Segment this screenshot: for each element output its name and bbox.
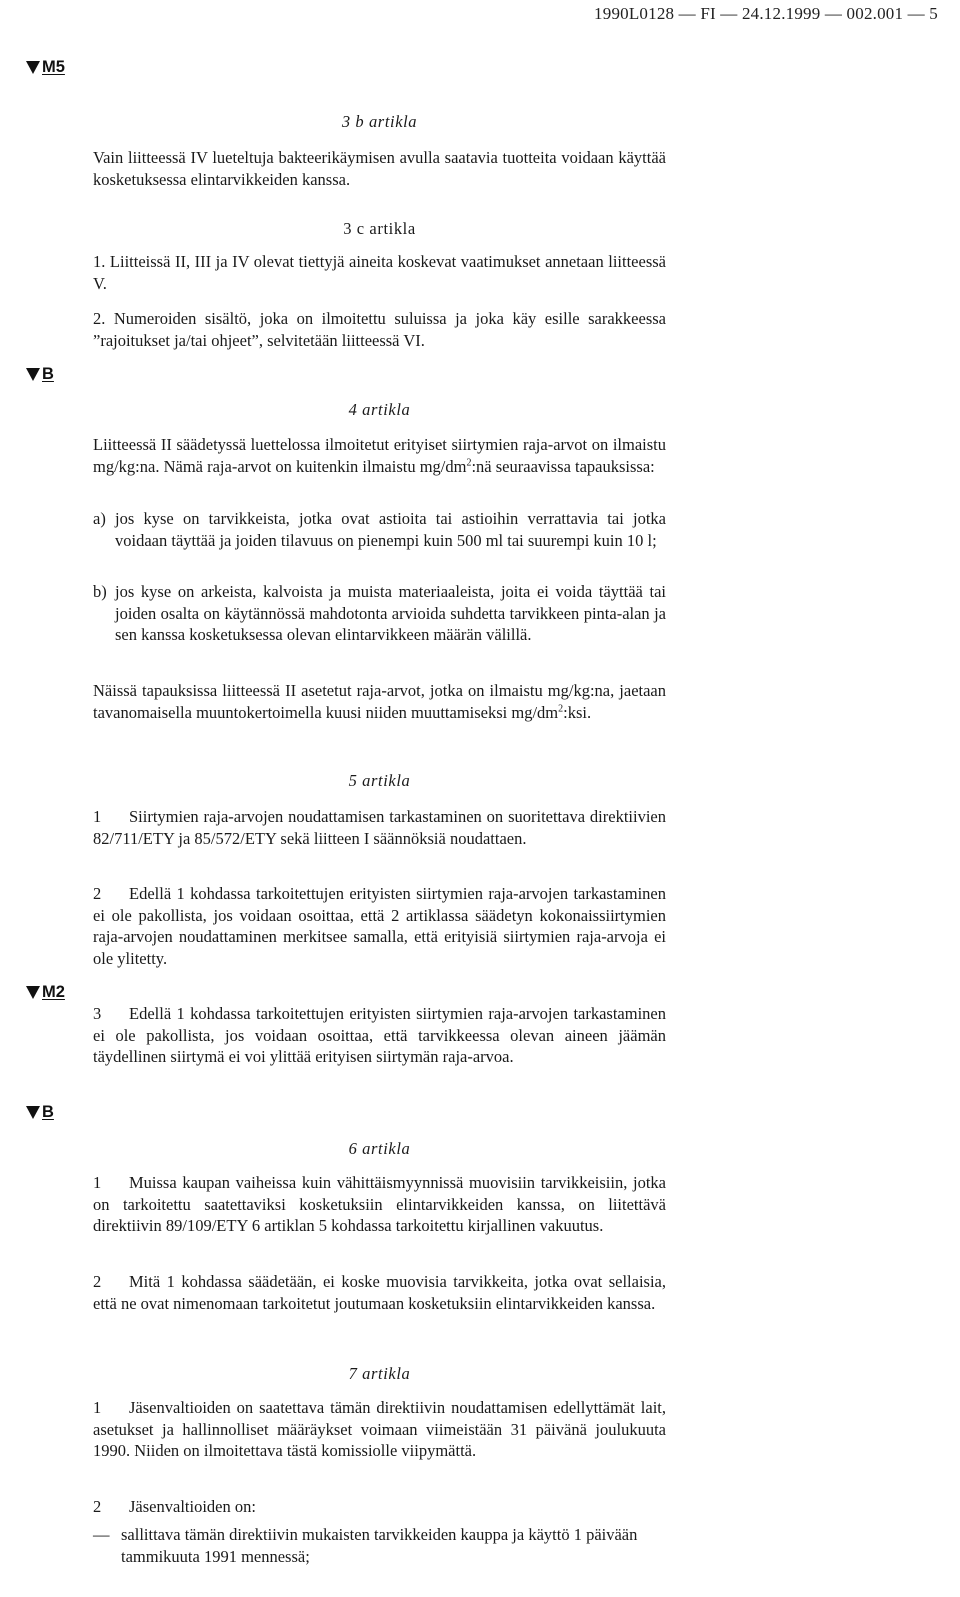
triangle-down-icon <box>26 986 40 999</box>
dash-list-item <box>93 1524 666 1567</box>
paragraph: 2. Numeroiden sisältö, joka on ilmoitettu suluissa ja joka käy esille sarakkeessa ”rajoitukset ja/tai ohjeet”, selvitetään liitteessä VI. <box>93 309 666 350</box>
numbered-paragraph: 1 Siirtymien raja-arvojen noudattamisen tarkastaminen on suoritettava direktiivien 82/711/ETY ja 85/572/ETY sekä liitteen I säännöksiä noudattaen. <box>93 807 666 848</box>
numbered-paragraph: 3 Edellä 1 kohdassa tarkoitettujen erityisten siirtymien raja-arvojen tarkastaminen ei ole pakollista, jos voidaan osoittaa, että tarvikkeessa olevan aineen jäämän täydellinen siirtymä ei voi ylittää erityisen siirtymän raja-arvoa. <box>93 1004 666 1066</box>
marker-label: B <box>42 365 54 383</box>
list-item <box>93 508 666 551</box>
numbered-paragraph: 2 Edellä 1 kohdassa tarkoitettujen erityisten siirtymien raja-arvojen tarkastaminen ei ole pakollista, jos voidaan osoittaa, että 2 artiklassa säädetyn kokonaissiirtymien raja-arvojen noudattaminen merkitsee samalla, että erityisiä siirtymien raja-arvoja ei ole ylitetty. <box>93 884 666 968</box>
paragraph: Näissä tapauksissa liitteessä II asetetut raja-arvot, jotka on ilmaistu mg/kg:na, jaetaan tavanomaisella muuntokertoimella kuusi niiden muuttamiseksi $mg/dm^2:ksi$. <box>93 681 666 722</box>
amendment-marker-m5[interactable] <box>26 58 65 76</box>
amendment-marker-b[interactable] <box>26 1103 54 1121</box>
paragraph: Liitteessä II säädetyssä luettelossa ilmoitetut erityiset siirtymien raja-arvot on ilmaistu mg/kg:na. Nämä raja-arvot on kuitenkin ilmaistu $mg/dm^2:nä$ seuraavissa tapauksissa: <box>93 435 666 476</box>
paragraph: Vain liitteessä IV lueteltuja bakteerikäymisen avulla saatavia tuotteita voidaan käyttää kosketuksessa elintarvikkeiden kanssa. <box>93 148 666 189</box>
paragraph: 1. Liitteissä II, III ja IV olevat tiettyjä aineita koskevat vaatimukset annetaan liitteessä V. <box>93 252 666 293</box>
numbered-paragraph: 2 Mitä 1 kohdassa säädetään, ei koske muovisia tarvikkeita, jotka ovat sellaisia, että ne ovat nimenomaan tarkoitetut joutumaan kosketuksiin elintarvikkeiden kanssa. <box>93 1272 666 1313</box>
article-heading: 5 artikla <box>348 771 411 790</box>
numbered-paragraph: 1 Muissa kaupan vaiheissa kuin vähittäismyynnissä muovisiin tarvikkeisiin, jotka on tarkoitettu saatettaviksi kosketuksiin elintarvikkeiden kanssa, on liitettävä direktiivin 89/109/ETY 6 artiklan 5 kohdassa tarkoitettu kirjallinen vakuutus. <box>93 1173 666 1235</box>
article-heading: 6 artikla <box>348 1139 411 1158</box>
amendment-marker-m2[interactable] <box>26 983 65 1001</box>
article-heading: 3 b artikla <box>341 112 418 131</box>
list-text: jos kyse on arkeista, kalvoista ja muista materiaaleista, joita ei voida täyttää tai joiden osalta on käytännössä mahdotonta arvioida suhdetta tarvikkeen pinta-alan ja sen kanssa kosketuksessa olevan elintarvikkeen määrän välillä. <box>115 582 666 644</box>
document-reference: 1990L0128 — FI — 24.12.1999 — 002.001 — 5 <box>594 4 938 23</box>
list-label: a) <box>93 509 106 528</box>
numbered-paragraph: 2 Jäsenvaltioiden on: <box>93 1497 256 1516</box>
article-heading: 3 c artikla <box>343 219 416 238</box>
triangle-down-icon <box>26 1106 40 1119</box>
marker-label: M2 <box>42 983 65 1001</box>
triangle-down-icon <box>26 368 40 381</box>
numbered-paragraph: 1 Jäsenvaltioiden on saatettava tämän direktiivin noudattamisen edellyttämät lait, asetukset ja hallinnolliset määräykset voimaan viimeistään 31 päivänä joulukuuta 1990. Niiden on ilmoitettava tästä komissiolle viipymättä. <box>93 1398 666 1460</box>
list-text: jos kyse on tarvikkeista, jotka ovat astioita tai astioihin verrattavia tai jotka voidaan täyttää ja joiden tilavuus on pienempi kuin 500 ml tai suurempi kuin 10 l; <box>115 509 666 550</box>
list-text: sallittava tämän direktiivin mukaisten tarvikkeiden kauppa ja käyttö 1 päivään tammikuuta 1991 mennessä; <box>121 1525 638 1566</box>
marker-label: M5 <box>42 58 65 76</box>
list-dash: — <box>93 1525 110 1544</box>
article-heading: 4 artikla <box>348 400 411 419</box>
marker-label: B <box>42 1103 54 1121</box>
amendment-marker-b[interactable] <box>26 365 54 383</box>
triangle-down-icon <box>26 61 40 74</box>
list-item <box>93 581 666 646</box>
article-heading: 7 artikla <box>348 1364 411 1383</box>
list-label: b) <box>93 582 107 601</box>
